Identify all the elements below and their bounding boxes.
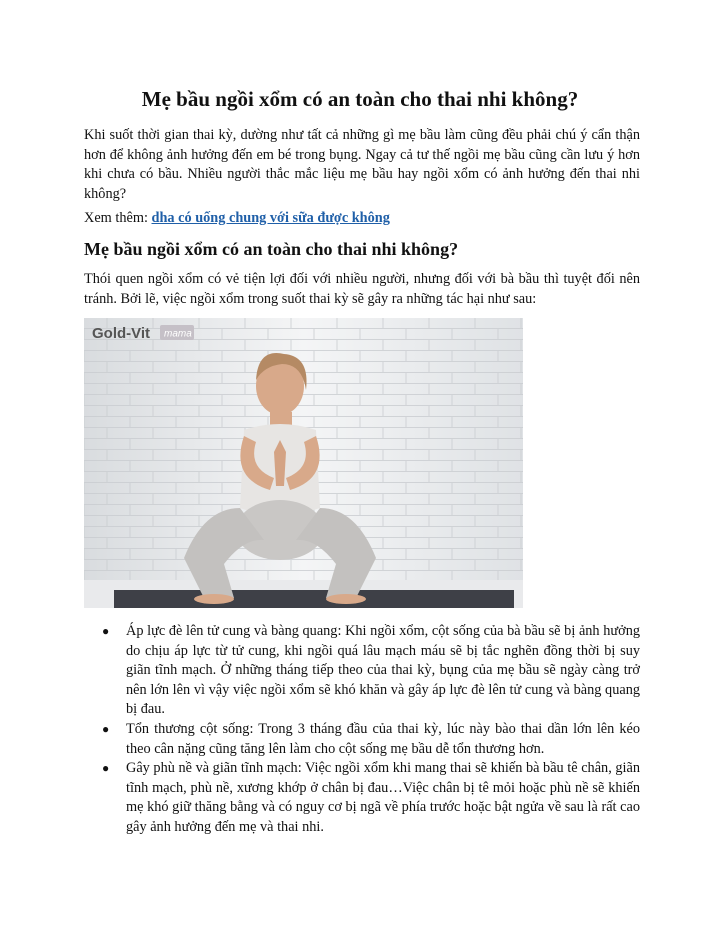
bullet-icon: ●	[102, 624, 110, 638]
harm-list	[102, 622, 640, 838]
photo-illustration	[84, 318, 523, 608]
list-item	[102, 759, 640, 837]
article-photo	[84, 318, 523, 608]
see-also-link[interactable]: dha có uống chung với sữa được không	[151, 210, 390, 226]
logo-sub-text: mama	[164, 328, 192, 340]
bullet-icon: ●	[102, 761, 110, 776]
logo-main-text: Gold-Vit	[92, 325, 151, 342]
section-paragraph: Thói quen ngồi xổm có vẻ tiện lợi đối với nhiều người, nhưng đối với bà bầu thì tuyệt đối nên tránh. Bởi lẽ, việc ngồi xổm trong suốt thai kỳ sẽ gây ra những tác hại như sau:	[84, 271, 640, 307]
section-heading: Mẹ bầu ngồi xổm có an toàn cho thai nhi không?	[84, 239, 459, 259]
brand-logo	[92, 325, 194, 342]
list-item-text: Gây phù nề và giãn tĩnh mạch: Việc ngồi xổm khi mang thai sẽ khiến bà bầu tê chân, giãn tĩnh mạch, phù nề, xương khớp ở chân bị đau…Việc chân bị tê mỏi hoặc phù nề sẽ khiến mẹ khó giữ thăng bằng và có nguy cơ bị ngã về phía trước hoặc bật ngửa về sau là rất cao gây ảnh hưởng đến mẹ và thai nhi.	[126, 760, 640, 835]
see-also-label: Xem thêm:	[84, 210, 152, 226]
list-item-text: Áp lực đè lên tử cung và bàng quang: Khi ngồi xổm, cột sống của bà bầu sẽ bị ảnh hưởng do chịu áp lực từ tử cung, khi ngồi quá lâu mạch máu sẽ bị tắc nghẽn đồng thời bị suy giãn tĩnh mạch. Ở những tháng tiếp theo của thai kỳ, bụng của mẹ bầu sẽ ngày càng trở nên lớn lên vì vậy việc ngồi xổm sẽ khó khăn và gây áp lực đè lên tử cung và bàng quang bị đau.	[126, 623, 640, 718]
list-item	[102, 622, 640, 720]
list-item-text: Tổn thương cột sống: Trong 3 tháng đầu của thai kỳ, lúc này bào thai dần lớn lên kéo theo cân nặng cũng tăng lên làm cho cột sống mẹ bầu dễ tổn thương hơn.	[126, 720, 640, 757]
bullet-icon: ●	[102, 721, 110, 736]
intro-paragraph: Khi suốt thời gian thai kỳ, dường như tất cả những gì mẹ bầu làm cũng đều phải chú ý cẩn thận hơn để không ảnh hưởng đến em bé trong bụng. Ngay cả tư thế ngồi mẹ bầu cũng cần lưu ý hơn khi chưa có bầu. Nhiều người thắc mắc liệu mẹ bầu hay ngồi xổm có ảnh hưởng đến thai nhi không?	[84, 127, 640, 202]
list-item	[102, 720, 640, 759]
see-also-line	[84, 209, 640, 229]
article-title: Mẹ bầu ngồi xổm có an toàn cho thai nhi không?	[141, 87, 579, 111]
